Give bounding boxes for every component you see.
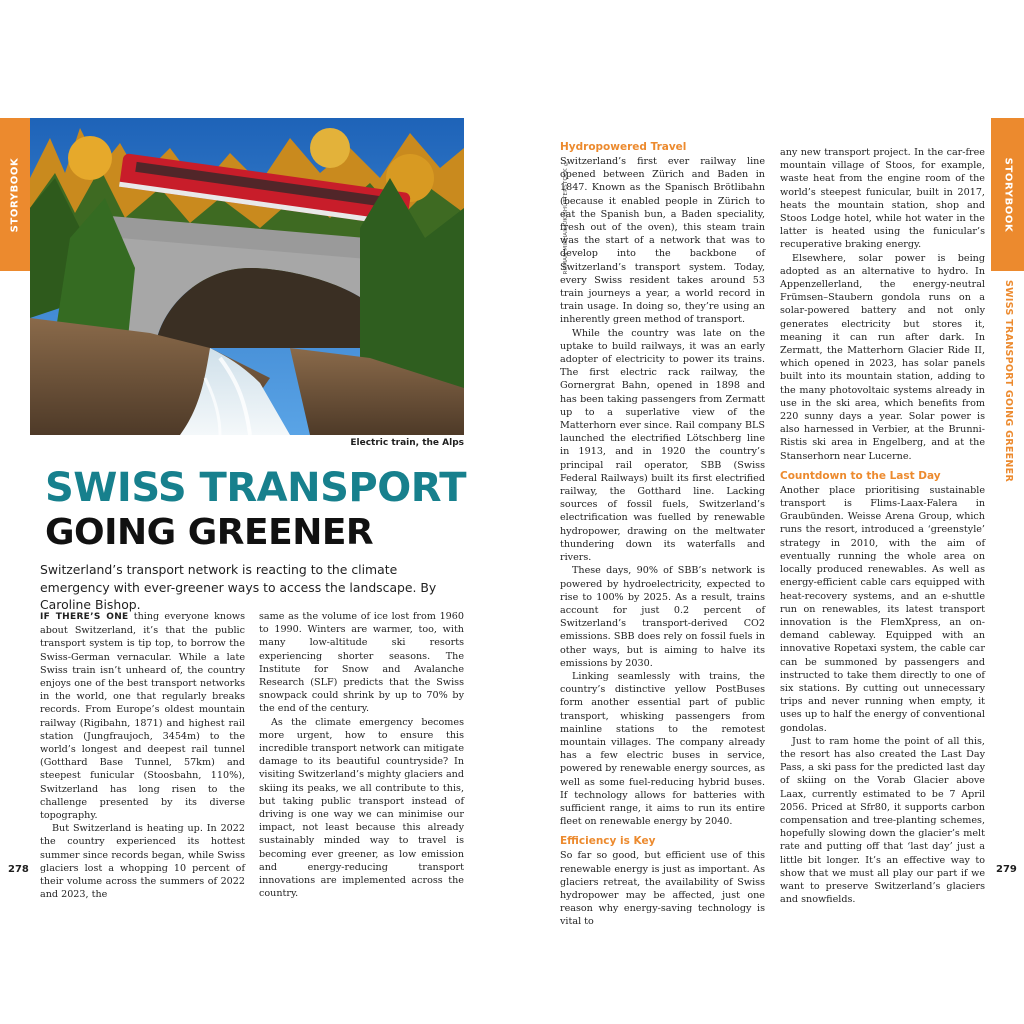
page-number-left: 278 (8, 864, 29, 875)
subheading: Countdown to the Last Day (780, 469, 941, 482)
paragraph: These days, 90% of SBB’s network is powered by hydroelectricity, expected to rise to 100% by 2025. As a result, trains account for just 0.2 percent of Switzerland’s transport-derived CO2 emissions. SBB does rely on fossil fuels in other ways, but is aiming to halve its emissions by 2030. (560, 565, 765, 669)
paragraph: But Switzerland is heating up. In 2022 the country experienced its hottest summer since records began, while Swiss glaciers lost a whopping 10 percent of their volume across the summers of 2022 and 2023, the (40, 823, 245, 901)
subheading: Hydropowered Travel (560, 141, 687, 153)
paragraph: Switzerland’s first ever railway line opened between Zürich and Baden in 1847. Known as the Spanisch Brötlibahn (because it enabled people in Zürich to eat the Spanish bun, a Baden speciality, fresh out of the oven), this steam train was the start of a network that was to develop into the backbone of Switzerland’s transport system. Today, every Swiss resident takes around 53 train journeys a year, a world record in train usage. In doing so, they’re using an inherently green method of transport. (560, 156, 765, 326)
storybook-tab-label: STORYBOOK (1002, 157, 1013, 232)
photo-caption: Electric train, the Alps (350, 438, 464, 448)
paragraph: As the climate emergency becomes more urgent, how to ensure this incredible transport network can mitigate damage to its beautiful countryside? In visiting Switzerland’s mighty glaciers and skiing its peaks, we all contribute to this, but taking public transport instead of driving is one way we can minimise our impact, not least because this already sustainably minded way to travel is becoming ever greener, as low emission and energy-reducing transport innovations are implemented across the country. (259, 716, 464, 900)
paragraph: While the country was late on the uptake to build railways, it was an early adopter of electricity to power its trains. The first electric rack railway, the Gornergrat Bahn, opened in 1898 and has been taking passengers from Zermatt up to a superlative view of the Matterhorn ever since. Rail company BLS launched the electrified Lötschberg line in 1913, and in 1920 the country’s principal rail operator, SBB (Swiss Federal Railways) built its first electrified railway, the Gotthard line. Lacking sources of fossil fuels, Switzerland’s electrification was fuelled by renewable hydropower, drawing on the meltwater thundering down its waterfalls and rivers. (560, 327, 765, 564)
page-number-right: 279 (996, 864, 1017, 875)
storybook-tab-left (0, 118, 30, 271)
photo-credit: ROMAN MIKHAILIUK/SHUTTERSTOCK © (563, 160, 569, 275)
article-column-4 (780, 146, 985, 906)
section-label: SWISS TRANSPORT GOING GREENER (1003, 280, 1014, 483)
storybook-tab-label: STORYBOOK (9, 157, 21, 232)
paragraph: Just to ram home the point of all this, the resort has also created the Last Day Pass, a ski pass for the predicted last day of skiing on the Vorab Glacier above Laax, currently estimated to be 7 April 2056. Priced at Sfr80, it supports carbon compensation and tree-planting schemes, hopefully slowing down the glacier’s melt rate and putting off that ‘last day’ just a little bit longer. It’s an effective way to show that we must all play our part if we want to preserve Switzerland’s glaciers and snowfields. (780, 735, 985, 906)
lead-in: IF THERE’S ONE (40, 612, 129, 622)
paragraph (40, 610, 245, 822)
article-column-3 (560, 140, 765, 929)
paragraph: Elsewhere, solar power is being adopted as an alternative to hydro. In Appenzellerland, the energy-neutral Frümsen–Staubern gondola runs on a solar-powered battery and not only generates electricity but stores it, meaning it can run after dark. In Zermatt, the Matterhorn Glacier Ride II, which opened in 2023, has solar panels built into its mountain station, adding to the many photovoltaic systems already in use in the ski area, which benefits from 220 sunny days a year. Solar power is also harnessed in Verbier, at the Brunni-Ristis ski area in Engelberg, and at the Stanserhorn near Lucerne. (780, 252, 985, 462)
paragraph: So far so good, but efficient use of this renewable energy is just as important. As glaciers retreat, the availability of Swiss hydropower may be affected, just one reason why energy-saving technology is vital to (560, 850, 765, 928)
paragraph: any new transport project. In the car-free mountain village of Stoos, for example, waste heat from the engine room of the world’s steepest funicular, built in 2017, heats the mountain station, shop and Stoos Lodge hotel, while hot water in the latter is heated using the funicular’s recuperative braking energy. (780, 147, 985, 251)
paragraph: Linking seamlessly with trains, the country’s distinctive yellow PostBuses form another essential part of public transport, whisking passengers from mainline stations to the remotest mountain villages. The company already has a few electric buses in service, powered by renewable energy sources, as well as some fuel-reducing hybrid buses. If technology allows for batteries with sufficient range, it aims to run its entire fleet on renewable energy by 2040. (560, 670, 765, 828)
article-column-1 (40, 610, 245, 901)
subheading: Efficiency is Key (560, 835, 656, 848)
hero-photo (30, 118, 464, 435)
article-deck: Switzerland’s transport network is reacting to the climate emergency with ever-greener ways to access the landscape. By Caroline Bishop. (40, 562, 437, 612)
headline-line-2: GOING GREENER (45, 512, 374, 553)
article-headline (45, 465, 466, 553)
storybook-tab-right (991, 118, 1024, 271)
paragraph: Another place prioritising sustainable transport is Flims-Laax-Falera in Graubünden. Weisse Arena Group, which runs the resort, introduced a ‘greenstyle’ strategy in 2010, with the aim of eventually running the whole area on locally produced renewables. As well as energy-efficient cable cars equipped with heat-recovery systems, and an e-shuttle run on renewables, its latest transport innovation is the FlemXpress, an on-demand cableway. Equipped with an innovative Ropetaxi system, the cable car can be summoned by passengers and instructed to take them directly to one of six stations. By cutting out unnecessary trips and never running when empty, it uses up to half the energy of conventional gondolas. (780, 484, 985, 734)
article-column-2 (259, 610, 464, 900)
paragraph: same as the volume of ice lost from 1960 to 1990. Winters are warmer, too, with many low-altitude ski resorts experiencing shorter seasons. The Institute for Snow and Avalanche Research (SLF) predicts that the Swiss snowpack could shrink by up to 70% by the end of the century. (259, 611, 464, 715)
headline-line-1: SWISS TRANSPORT (45, 465, 466, 511)
paragraph-text: thing everyone knows about Switzerland, it’s that the public transport system is tip top, to borrow the Swiss-German vernacular. While a late Swiss train isn’t unheard of, the country enjoys one of the best transport networks in the world, one that regularly breaks records. From Europe’s oldest mountain railway (Rigibahn, 1871) and highest rail station (Jungfraujoch, 3454m) to the world’s longest and deepest rail tunnel (Gotthard Base Tunnel, 57km) and steepest funicular (Stoosbahn, 110%), Switzerland has long risen to the challenge presented by its diverse topography. (40, 611, 245, 822)
